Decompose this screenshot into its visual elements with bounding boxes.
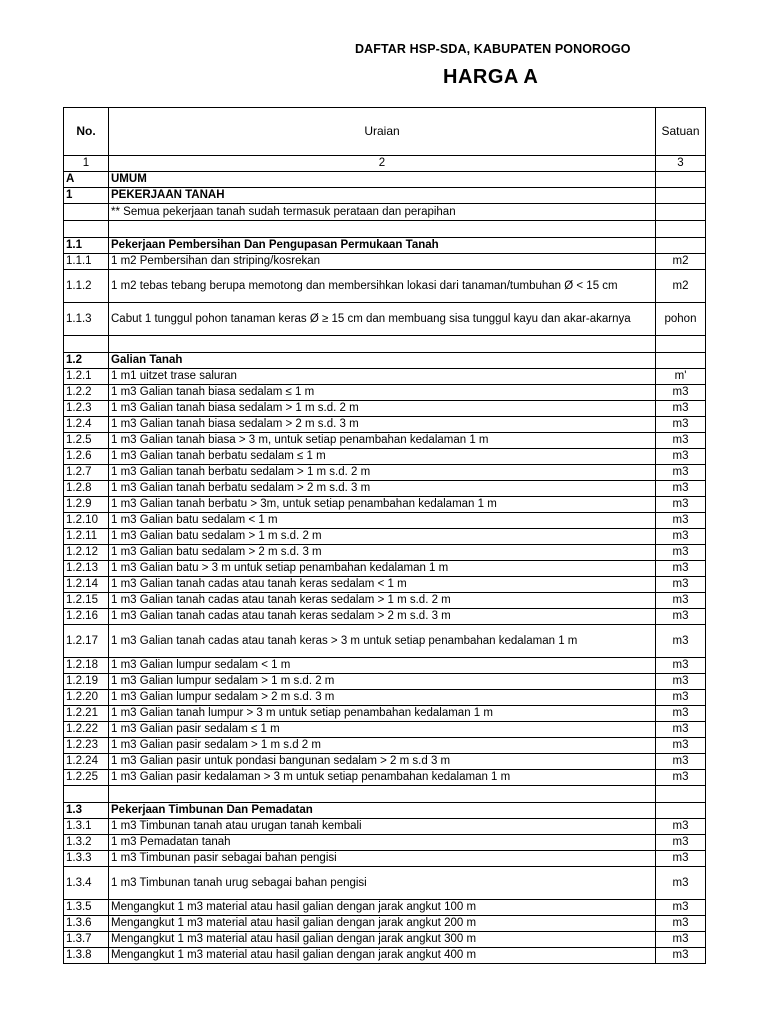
row-unit [656,238,706,254]
section-row [64,188,706,204]
column-number-2: 2 [109,156,656,172]
section-row [64,803,706,819]
table-row [64,674,706,690]
row-unit: m3 [656,674,706,690]
row-description: 1 m3 Galian lumpur sedalam > 2 m s.d. 3 m [109,690,656,706]
table-row [64,303,706,336]
row-description: 1 m3 Galian batu sedalam < 1 m [109,513,656,529]
row-unit [656,786,706,803]
row-description: Mengangkut 1 m3 material atau hasil galian dengan jarak angkut 300 m [109,932,656,948]
row-description [109,221,656,238]
row-description: 1 m3 Galian pasir sedalam ≤ 1 m [109,722,656,738]
row-unit [656,336,706,353]
row-number: 1.2.19 [64,674,109,690]
table-row [64,609,706,625]
row-number: 1.2.23 [64,738,109,754]
row-number: 1.2.14 [64,577,109,593]
row-description: 1 m3 Galian tanah biasa sedalam > 2 m s.d. 3 m [109,417,656,433]
row-description: PEKERJAAN TANAH [109,188,656,204]
row-unit: m3 [656,513,706,529]
table-row [64,593,706,609]
row-number: 1.2.13 [64,561,109,577]
row-number [64,336,109,353]
table-row [64,722,706,738]
table-row [64,706,706,722]
row-unit: m3 [656,385,706,401]
section-row [64,172,706,188]
price-table [63,107,706,964]
row-number: 1.3 [64,803,109,819]
row-number: 1.2.6 [64,449,109,465]
row-number: 1.3.3 [64,851,109,867]
row-number: 1.2.11 [64,529,109,545]
row-description: 1 m1 uitzet trase saluran [109,369,656,385]
row-unit: m3 [656,465,706,481]
row-description: 1 m3 Pemadatan tanah [109,835,656,851]
row-unit: m3 [656,481,706,497]
column-number-row [64,156,706,172]
table-header-row [64,108,706,156]
row-number: 1.1 [64,238,109,254]
row-unit: m3 [656,819,706,835]
row-unit [656,188,706,204]
row-number: 1.2.5 [64,433,109,449]
table-row [64,529,706,545]
row-number: 1 [64,188,109,204]
table-body [64,172,706,964]
table-row [64,916,706,932]
table-row [64,867,706,900]
column-header-no: No. [64,108,109,156]
document-title: DAFTAR HSP-SDA, KABUPATEN PONOROGO [355,42,631,56]
table-row [64,819,706,835]
column-header-uraian: Uraian [109,108,656,156]
row-number: 1.2.21 [64,706,109,722]
row-unit: m3 [656,900,706,916]
row-unit: m3 [656,948,706,964]
table-row [64,417,706,433]
row-unit: m3 [656,401,706,417]
row-description: 1 m3 Galian tanah berbatu sedalam ≤ 1 m [109,449,656,465]
row-description: 1 m3 Galian lumpur sedalam > 1 m s.d. 2 m [109,674,656,690]
row-number [64,204,109,221]
table-row [64,754,706,770]
table-row [64,513,706,529]
row-unit: m3 [656,835,706,851]
table-row [64,738,706,754]
row-description: 1 m3 Galian tanah biasa sedalam > 1 m s.d. 2 m [109,401,656,417]
row-description: 1 m3 Galian pasir kedalaman > 3 m untuk setiap penambahan kedalaman 1 m [109,770,656,786]
row-number [64,221,109,238]
row-description: 1 m3 Galian tanah berbatu sedalam > 1 m s.d. 2 m [109,465,656,481]
row-unit: m3 [656,625,706,658]
row-description: 1 m3 Galian batu > 3 m untuk setiap penambahan kedalaman 1 m [109,561,656,577]
row-description: UMUM [109,172,656,188]
table-row [64,900,706,916]
row-number: 1.2.24 [64,754,109,770]
table-row [64,369,706,385]
table-row [64,851,706,867]
table-row [64,835,706,851]
row-number: 1.2.20 [64,690,109,706]
table-row [64,465,706,481]
row-number: 1.2.8 [64,481,109,497]
row-description: Cabut 1 tunggul pohon tanaman keras Ø ≥ 15 cm dan membuang sisa tunggul kayu dan akar-akarnya [109,303,656,336]
row-number: 1.2.2 [64,385,109,401]
table-row [64,690,706,706]
row-number [64,786,109,803]
row-unit: m3 [656,433,706,449]
table-row [64,497,706,513]
row-description: 1 m3 Galian pasir untuk pondasi bangunan sedalam > 2 m s.d 3 m [109,754,656,770]
blank-row [64,786,706,803]
row-unit [656,172,706,188]
row-unit: m3 [656,497,706,513]
row-unit: m3 [656,658,706,674]
row-description: 1 m3 Galian pasir sedalam > 1 m s.d 2 m [109,738,656,754]
row-number: 1.2 [64,353,109,369]
row-number: 1.3.4 [64,867,109,900]
row-unit: m3 [656,706,706,722]
row-description: 1 m3 Galian tanah lumpur > 3 m untuk setiap penambahan kedalaman 1 m [109,706,656,722]
row-number: 1.2.4 [64,417,109,433]
table-row [64,932,706,948]
row-description [109,336,656,353]
column-number-1: 1 [64,156,109,172]
row-description: 1 m2 tebas tebang berupa memotong dan membersihkan lokasi dari tanaman/tumbuhan Ø < 15 cm [109,270,656,303]
row-description: 1 m3 Galian batu sedalam > 2 m s.d. 3 m [109,545,656,561]
row-description [109,786,656,803]
row-number: A [64,172,109,188]
row-unit: m3 [656,449,706,465]
row-number: 1.1.3 [64,303,109,336]
row-unit: m3 [656,577,706,593]
row-number: 1.2.16 [64,609,109,625]
row-number: 1.3.7 [64,932,109,948]
row-description: 1 m3 Galian tanah cadas atau tanah keras sedalam > 1 m s.d. 2 m [109,593,656,609]
row-description: Pekerjaan Timbunan Dan Pemadatan [109,803,656,819]
row-description: 1 m3 Galian tanah berbatu > 3m, untuk setiap penambahan kedalaman 1 m [109,497,656,513]
row-number: 1.2.7 [64,465,109,481]
row-description: 1 m3 Timbunan tanah atau urugan tanah kembali [109,819,656,835]
table-row [64,577,706,593]
row-number: 1.2.22 [64,722,109,738]
row-unit [656,353,706,369]
row-unit: m2 [656,270,706,303]
row-number: 1.2.12 [64,545,109,561]
row-description: ** Semua pekerjaan tanah sudah termasuk perataan dan perapihan [109,204,656,221]
table-row [64,254,706,270]
blank-row [64,221,706,238]
row-description: Mengangkut 1 m3 material atau hasil galian dengan jarak angkut 200 m [109,916,656,932]
row-description: 1 m3 Galian tanah biasa sedalam ≤ 1 m [109,385,656,401]
table-row [64,433,706,449]
row-description: 1 m2 Pembersihan dan striping/kosrekan [109,254,656,270]
row-description: Mengangkut 1 m3 material atau hasil galian dengan jarak angkut 400 m [109,948,656,964]
row-unit [656,221,706,238]
row-unit: m3 [656,690,706,706]
row-unit: m3 [656,529,706,545]
row-number: 1.1.1 [64,254,109,270]
row-unit: m3 [656,722,706,738]
row-number: 1.3.5 [64,900,109,916]
row-description: 1 m3 Galian tanah cadas atau tanah keras sedalam < 1 m [109,577,656,593]
table-row [64,204,706,221]
row-unit: m2 [656,254,706,270]
row-number: 1.3.1 [64,819,109,835]
table-row [64,385,706,401]
table-row [64,658,706,674]
row-number: 1.2.1 [64,369,109,385]
table-row [64,401,706,417]
row-unit: m3 [656,916,706,932]
row-number: 1.2.3 [64,401,109,417]
blank-row [64,336,706,353]
row-number: 1.3.2 [64,835,109,851]
table-row [64,561,706,577]
row-unit: m3 [656,545,706,561]
row-description: 1 m3 Galian batu sedalam > 1 m s.d. 2 m [109,529,656,545]
row-unit [656,204,706,221]
row-number: 1.2.17 [64,625,109,658]
section-row [64,238,706,254]
row-number: 1.1.2 [64,270,109,303]
row-unit: m3 [656,561,706,577]
row-description: 1 m3 Galian tanah cadas atau tanah keras sedalam > 2 m s.d. 3 m [109,609,656,625]
table-row [64,625,706,658]
row-number: 1.3.6 [64,916,109,932]
row-description: Pekerjaan Pembersihan Dan Pengupasan Permukaan Tanah [109,238,656,254]
row-unit: m3 [656,851,706,867]
table-row [64,481,706,497]
row-unit: m3 [656,609,706,625]
table-row [64,948,706,964]
row-number: 1.2.10 [64,513,109,529]
row-unit: m3 [656,417,706,433]
row-description: 1 m3 Galian tanah cadas atau tanah keras > 3 m untuk setiap penambahan kedalaman 1 m [109,625,656,658]
row-description: 1 m3 Galian lumpur sedalam < 1 m [109,658,656,674]
table-row [64,449,706,465]
row-unit: m3 [656,593,706,609]
row-description: Mengangkut 1 m3 material atau hasil galian dengan jarak angkut 100 m [109,900,656,916]
column-header-satuan: Satuan [656,108,706,156]
section-row [64,353,706,369]
row-number: 1.2.18 [64,658,109,674]
column-number-3: 3 [656,156,706,172]
row-number: 1.3.8 [64,948,109,964]
row-number: 1.2.9 [64,497,109,513]
row-description: 1 m3 Galian tanah biasa > 3 m, untuk setiap penambahan kedalaman 1 m [109,433,656,449]
row-number: 1.2.25 [64,770,109,786]
row-unit: m3 [656,770,706,786]
row-unit: m3 [656,932,706,948]
table-row [64,270,706,303]
row-unit [656,803,706,819]
row-description: 1 m3 Timbunan tanah urug sebagai bahan pengisi [109,867,656,900]
row-unit: m3 [656,867,706,900]
row-description: Galian Tanah [109,353,656,369]
row-unit: m3 [656,754,706,770]
table-row [64,770,706,786]
row-unit: m3 [656,738,706,754]
row-description: 1 m3 Timbunan pasir sebagai bahan pengisi [109,851,656,867]
row-number: 1.2.15 [64,593,109,609]
row-unit: pohon [656,303,706,336]
document-subtitle: HARGA A [443,66,539,88]
table-row [64,545,706,561]
row-description: 1 m3 Galian tanah berbatu sedalam > 2 m s.d. 3 m [109,481,656,497]
row-unit: m' [656,369,706,385]
